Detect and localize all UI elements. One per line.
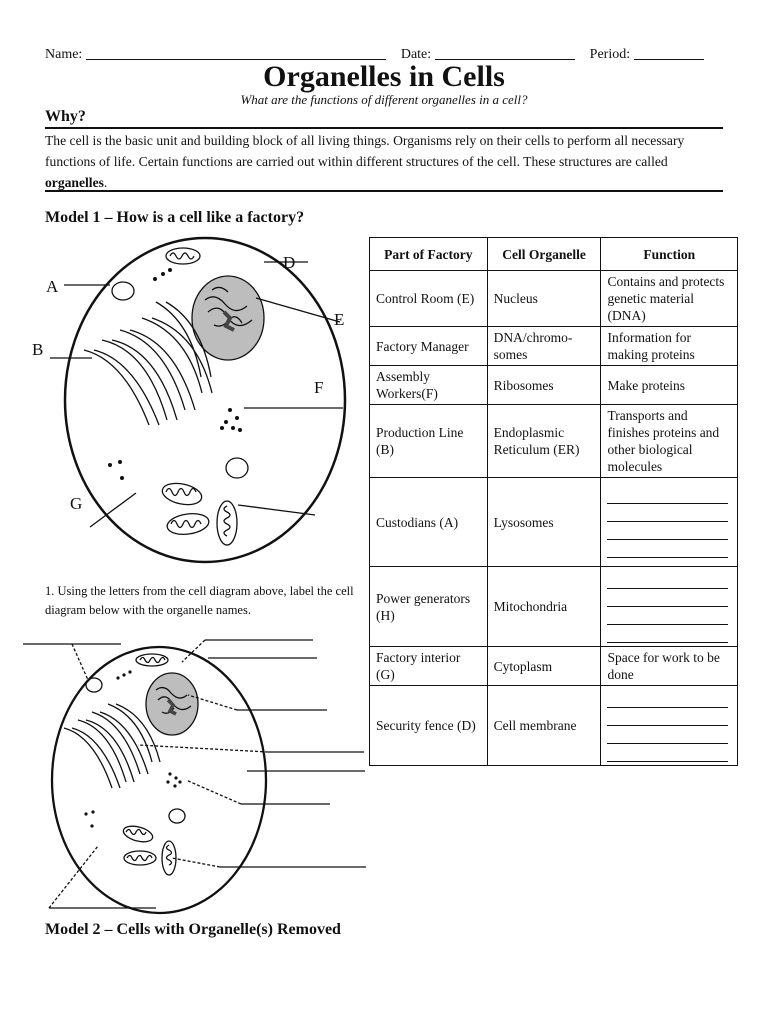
label-g: G (70, 494, 83, 513)
label-b: B (32, 340, 44, 359)
lysosome-shape-small-2 (169, 809, 185, 823)
period-label: Period: (589, 47, 631, 62)
model2-heading: Model 2 – Cells with Organelle(s) Removed (45, 921, 341, 938)
mitochondrion-shape-4 (217, 501, 237, 545)
table-header-row (370, 238, 738, 271)
cell-organelle: Endoplasmic Reticulum (ER) (487, 405, 601, 478)
cell-organelle: Nucleus (487, 271, 601, 327)
cell-function: Information for making proteins (601, 327, 738, 366)
lysosome-shape-small (86, 678, 102, 692)
table-row (370, 405, 738, 478)
table-row (370, 366, 738, 405)
cell-diagram-unlabeled (23, 640, 366, 913)
header-part: Part of Factory (370, 238, 488, 271)
cell-function: Transports and finishes proteins and other biological molecules (601, 405, 738, 478)
cell-part: Power generators (H) (370, 567, 488, 647)
cell-part: Factory interior (G) (370, 647, 488, 686)
table-row (370, 271, 738, 327)
why-heading: Why? (45, 108, 86, 125)
table-row (370, 327, 738, 366)
cell-organelle: Mitochondria (487, 567, 601, 647)
cell-part: Assembly Workers(F) (370, 366, 488, 405)
table-row (370, 478, 738, 567)
intro-text: The cell is the basic unit and building block of all living things. Organisms rely on their cells to perform all necessary functions of life. Certain functions are carried out within different structures of the cell. These structures are called (45, 133, 685, 169)
mitochondrion-small-2 (122, 823, 155, 844)
header-organelle: Cell Organelle (487, 238, 601, 271)
mitochondrion-shape-3 (166, 511, 210, 537)
cell-part: Custodians (A) (370, 478, 488, 567)
date-label: Date: (400, 47, 432, 62)
factory-table (369, 237, 738, 766)
cell-part: Control Room (E) (370, 271, 488, 327)
function-blank-cell[interactable] (601, 478, 738, 567)
cell-organelle: DNA/chromo-somes (487, 327, 601, 366)
name-label: Name: (45, 47, 83, 62)
model1-heading: Model 1 – How is a cell like a factory? (45, 209, 305, 226)
label-d: D (283, 253, 296, 272)
cell-organelle: Cytoplasm (487, 647, 601, 686)
table-row (370, 686, 738, 766)
page-subtitle: What are the functions of different organelles in a cell? (240, 92, 528, 107)
mitochondrion-shape-1 (166, 248, 200, 264)
table-row (370, 567, 738, 647)
cell-part: Security fence (D) (370, 686, 488, 766)
page-title: Organelles in Cells (263, 60, 505, 93)
lysosome-shape (112, 282, 134, 300)
label-e: E (334, 310, 345, 329)
cell-organelle: Ribosomes (487, 366, 601, 405)
cell-part: Factory Manager (370, 327, 488, 366)
mitochondrion-small-3 (124, 851, 156, 865)
mitochondrion-small-1 (136, 654, 168, 666)
cell-organelle: Lysosomes (487, 478, 601, 567)
cell-function: Contains and protects genetic material (DNA) (601, 271, 738, 327)
function-blank-cell[interactable] (601, 567, 738, 647)
intro-end: . (103, 175, 108, 190)
label-a: A (46, 277, 59, 296)
lysosome-shape-2 (226, 458, 248, 478)
table-row (370, 647, 738, 686)
function-blank-cell[interactable] (601, 686, 738, 766)
cell-function: Make proteins (601, 366, 738, 405)
mitochondrion-shape-2 (160, 480, 203, 508)
answer-lines (23, 640, 366, 908)
question-1: 1. Using the letters from the cell diagram above, label the cell diagram below with the organelle names. (45, 584, 354, 617)
intro-bold: organelles (45, 175, 104, 190)
label-f: F (314, 378, 324, 397)
cell-diagram-labeled (50, 238, 345, 562)
cell-function: Space for work to be done (601, 647, 738, 686)
header-function: Function (601, 238, 738, 271)
cell-part: Production Line (B) (370, 405, 488, 478)
cell-organelle: Cell membrane (487, 686, 601, 766)
